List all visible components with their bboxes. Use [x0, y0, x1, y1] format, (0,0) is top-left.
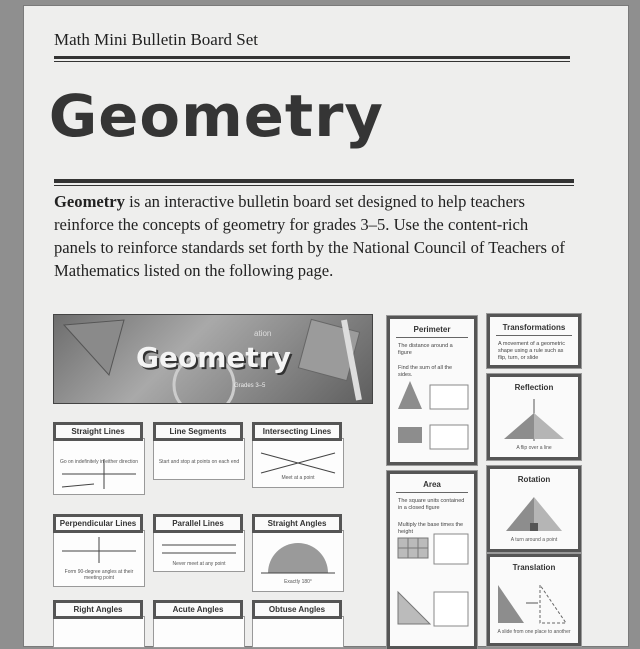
card-caption: Go on indefinitely in either direction: [59, 459, 139, 465]
panel-caption: A flip over a line: [516, 445, 552, 451]
card-straight-angles: [252, 530, 344, 592]
panel-caption: A turn around a point: [510, 537, 558, 543]
card-line-segments: [153, 438, 245, 480]
card-label: Intersecting Lines: [252, 422, 342, 441]
panel-transformations: [487, 314, 581, 368]
panel-area: [387, 471, 477, 649]
panel-subtext: Multiply the base times the height: [398, 522, 464, 535]
card-caption: Exactly 180°: [284, 579, 312, 585]
panel-divider: [496, 335, 572, 336]
card-straight-lines: [53, 438, 145, 495]
perimeter-figures: [390, 319, 474, 462]
panel-caption: A slide from one place to another: [497, 629, 571, 635]
panel-title: Rotation: [517, 475, 551, 484]
intro-text: is an interactive bulletin board set designed to help teachers reinforce the concepts of geometry for grades 3–5. Use the content-rich panels to reinforce standards set forth by the National Council of Teachers of Mathematics listed on the following page.: [54, 192, 565, 280]
card-parallel-lines: [153, 530, 245, 572]
panel-title: Perimeter: [413, 325, 451, 334]
page-title: Geometry: [48, 82, 384, 150]
intro-paragraph: [54, 190, 574, 282]
panel-text: The distance around a figure: [398, 343, 453, 356]
title-rule: [54, 179, 574, 183]
panel-rotation: [487, 466, 581, 552]
card-caption: Never meet at any point: [172, 561, 226, 567]
geometry-banner: [53, 314, 373, 404]
banner-subtitle: Grades 3–5: [234, 383, 266, 389]
straight-lines-figure: [54, 439, 144, 494]
header-rule-thin: [54, 61, 570, 62]
card-label: Parallel Lines: [153, 514, 243, 533]
card-label: Acute Angles: [153, 600, 243, 619]
panel-title: Area: [423, 480, 441, 489]
panel-title: Reflection: [514, 383, 554, 392]
panel-title: Transformations: [502, 323, 566, 332]
card-right-angles: [53, 616, 145, 648]
card-caption: Meet at a point: [281, 475, 315, 481]
card-label: Right Angles: [53, 600, 143, 619]
panel-reflection: [487, 374, 581, 460]
banner-word: ation: [254, 329, 272, 338]
series-header: Math Mini Bulletin Board Set: [54, 30, 258, 49]
panel-subtext: Find the sum of all the sides.: [398, 365, 453, 378]
card-label: Straight Lines: [53, 422, 143, 441]
intro-bold: Geometry: [54, 192, 125, 211]
card-caption: Form 90-degree angles at their meeting point: [64, 569, 134, 581]
panel-text: The square units contained in a closed figure: [398, 498, 465, 511]
panel-translation: [487, 554, 581, 646]
card-intersecting-lines: [252, 438, 344, 488]
area-figures: [390, 474, 474, 646]
card-obtuse-angles: [252, 616, 344, 648]
panel-title: Translation: [512, 563, 556, 572]
card-label: Obtuse Angles: [252, 600, 342, 619]
card-caption: Start and stop at points on each end: [158, 459, 240, 465]
title-rule-thin: [54, 185, 574, 186]
card-label: Perpendicular Lines: [53, 514, 143, 533]
card-perpendicular-lines: [53, 530, 145, 587]
card-label: Line Segments: [153, 422, 243, 441]
panel-text: A movement of a geometric shape using a rule such as flip, turn, or slide: [498, 341, 565, 361]
banner-title: Geometry: [136, 341, 291, 374]
panel-perimeter: [387, 316, 477, 465]
card-label: Straight Angles: [252, 514, 342, 533]
card-acute-angles: [153, 616, 245, 648]
header-rule: [54, 56, 570, 59]
